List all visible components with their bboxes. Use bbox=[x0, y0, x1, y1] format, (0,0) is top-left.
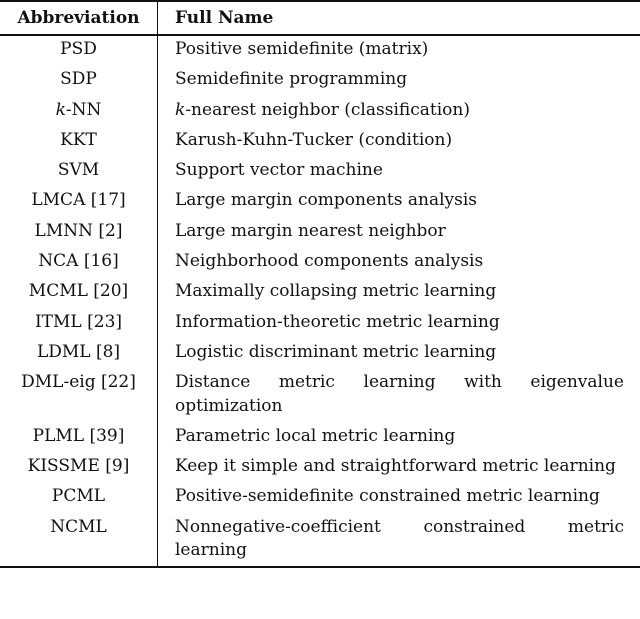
table-row bbox=[0, 277, 640, 307]
table-row bbox=[0, 338, 640, 368]
table-row bbox=[0, 368, 640, 422]
full-name-cell: Neighborhood components analysis bbox=[175, 251, 484, 272]
header-full-name: Full Name bbox=[175, 8, 274, 28]
abbr-cell: PLML [39] bbox=[0, 422, 158, 452]
full-name-cell: Positive-semidefinite constrained metric learning bbox=[175, 486, 600, 507]
abbr-cell: PSD bbox=[0, 36, 158, 65]
abbr-cell: LMNN [2] bbox=[0, 217, 158, 247]
full-name-cell: Maximally collapsing metric learning bbox=[175, 281, 497, 302]
full-name-cell: Semidefinite programming bbox=[175, 69, 408, 90]
table-row bbox=[0, 217, 640, 247]
abbr-cell: NCML bbox=[0, 513, 158, 567]
abbr-cell: SVM bbox=[0, 156, 158, 186]
abbr-cell: LDML [8] bbox=[0, 338, 158, 368]
table-row bbox=[0, 482, 640, 512]
full-name-cell: Large margin nearest neighbor bbox=[175, 220, 446, 241]
full-name-cell: Keep it simple and straightforward metric learning bbox=[175, 456, 616, 477]
abbr-cell: MCML [20] bbox=[0, 277, 158, 307]
italic-k: k bbox=[175, 99, 186, 120]
abbr-text: -NN bbox=[65, 99, 102, 120]
full-name-cell: Karush-Kuhn-Tucker (condition) bbox=[175, 129, 453, 150]
full-name-text: -nearest neighbor (classification) bbox=[185, 99, 470, 120]
full-name-cell: Parametric local metric learning bbox=[175, 425, 456, 446]
abbr-cell: LMCA [17] bbox=[0, 186, 158, 216]
abbr-cell: ITML [23] bbox=[0, 308, 158, 338]
table-row bbox=[0, 36, 640, 65]
table-row bbox=[0, 96, 640, 126]
full-name-cell: Nonnegative-coefficient constrained metric learning bbox=[175, 516, 624, 561]
full-name-cell: Distance metric learning with eigenvalue optimization bbox=[175, 372, 624, 416]
abbr-cell: KISSME [9] bbox=[0, 452, 158, 482]
abbr-cell bbox=[0, 96, 158, 126]
full-name-cell: Information-theoretic metric learning bbox=[175, 311, 500, 332]
table-row bbox=[0, 65, 640, 95]
abbr-cell: PCML bbox=[0, 482, 158, 512]
table-row bbox=[0, 247, 640, 277]
full-name-cell: Logistic discriminant metric learning bbox=[175, 341, 497, 362]
abbr-cell: KKT bbox=[0, 126, 158, 156]
full-name-cell bbox=[158, 96, 640, 126]
table-row bbox=[0, 308, 640, 338]
full-name-cell: Positive semidefinite (matrix) bbox=[175, 39, 429, 59]
full-name-cell: Large margin components analysis bbox=[175, 190, 478, 211]
table-row bbox=[0, 513, 640, 567]
table-header-row bbox=[0, 2, 640, 36]
italic-k: k bbox=[55, 99, 66, 120]
header-abbreviation: Abbreviation bbox=[0, 2, 158, 34]
abbr-cell: DML-eig [22] bbox=[0, 368, 158, 422]
table-row bbox=[0, 126, 640, 156]
table-row bbox=[0, 156, 640, 186]
table-row bbox=[0, 186, 640, 216]
abbr-cell: NCA [16] bbox=[0, 247, 158, 277]
table-row bbox=[0, 422, 640, 452]
abbr-cell: SDP bbox=[0, 65, 158, 95]
full-name-cell: Support vector machine bbox=[175, 160, 383, 181]
table-row bbox=[0, 452, 640, 482]
